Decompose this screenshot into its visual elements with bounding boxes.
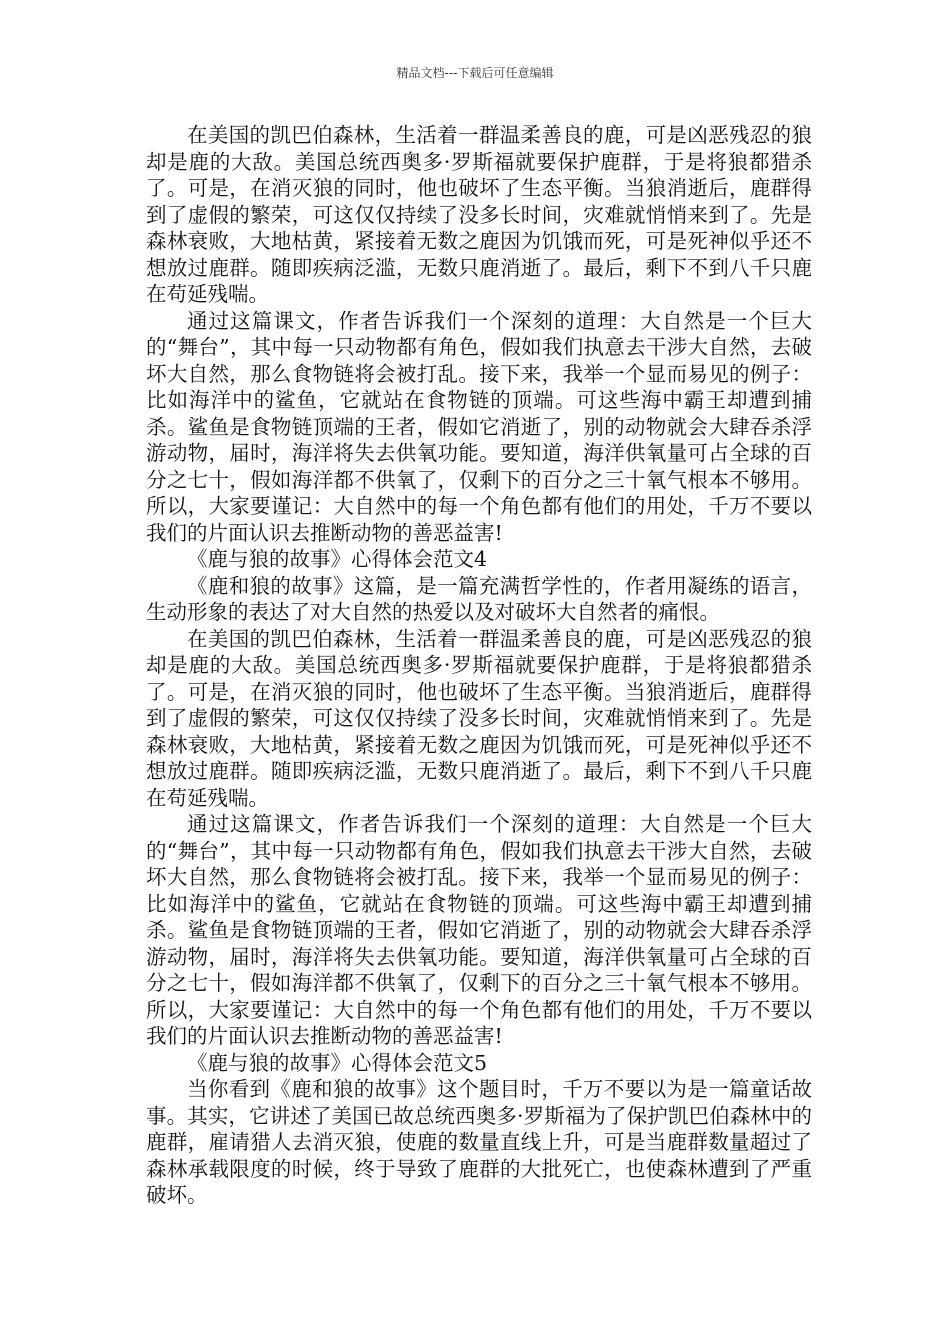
- paragraph: 在美国的凯巴伯森林，生活着一群温柔善良的鹿，可是凶恶残忍的狼却是鹿的大敌。美国总统西奥多·罗斯福就要保护鹿群，于是将狼都猎杀了。可是，在消灭狼的同时，他也破坏了生态平衡。当狼消逝后，鹿群得到了虚假的繁荣，可这仅仅持续了没多长时间，灾难就悄悄来到了。先是森林衰败，大地枯黄，紧接着无数之鹿因为饥饿而死，可是死神似乎还不想放过鹿群。随即疾病泛滥，无数只鹿消逝了。最后，剩下不到八千只鹿在苟延残喘。: [146, 626, 812, 810]
- page-header: 精品文档---下载后可任意编辑: [396, 66, 554, 80]
- section-heading: 《鹿与狼的故事》心得体会范文4: [187, 547, 488, 571]
- document-body: [146, 122, 812, 1209]
- section-heading: 《鹿与狼的故事》心得体会范文5: [187, 1050, 488, 1075]
- paragraph: 通过这篇课文，作者告诉我们一个深刻的道理：大自然是一个巨大的“舞台”，其中每一只动物都有角色，假如我们执意去干涉大自然，去破坏大自然，那么食物链将会被打乱。接下来，我举一个显而易见的例子：比如海洋中的鲨鱼，它就站在食物链的顶端。可这些海中霸王却遭到捕杀。鲨鱼是食物链顶端的王者，假如它消逝了，别的动物就会大肆吞杀浮游动物，届时，海洋将失去供氧功能。要知道，海洋供氧量可占全球的百分之七十，假如海洋都不供氧了，仅剩下的百分之三十氧气根本不够用。所以，大家要谨记：大自然中的每一个角色都有他们的用处，千万不要以我们的片面认识去推断动物的善恶益害!: [146, 308, 812, 545]
- paragraph: 通过这篇课文，作者告诉我们一个深刻的道理：大自然是一个巨大的“舞台”，其中每一只动物都有角色，假如我们执意去干涉大自然，去破坏大自然，那么食物链将会被打乱。接下来，我举一个显而易见的例子：比如海洋中的鲨鱼，它就站在食物链的顶端。可这些海中霸王却遭到捕杀。鲨鱼是食物链顶端的王者，假如它消逝了，别的动物就会大肆吞杀浮游动物，届时，海洋将失去供氧功能。要知道，海洋供氧量可占全球的百分之七十，假如海洋都不供氧了，仅剩下的百分之三十氧气根本不够用。所以，大家要谨记：大自然中的每一个角色都有他们的用处，千万不要以我们的片面认识去推断动物的善恶益害!: [146, 812, 812, 1048]
- paragraph: 当你看到《鹿和狼的故事》这个题目时，千万不要以为是一篇童话故事。其实，它讲述了美国已故总统西奥多·罗斯福为了保护凯巴伯森林中的鹿群，雇请猎人去消灭狼，使鹿的数量直线上升，可是当鹿群数量超过了森林承载限度的时候，终于导致了鹿群的大批死亡，也使森林遭到了严重破坏。: [146, 1077, 812, 1207]
- paragraph: 在美国的凯巴伯森林，生活着一群温柔善良的鹿，可是凶恶残忍的狼却是鹿的大敌。美国总统西奥多·罗斯福就要保护鹿群，于是将狼都猎杀了。可是，在消灭狼的同时，他也破坏了生态平衡。当狼消逝后，鹿群得到了虚假的繁荣，可这仅仅持续了没多长时间，灾难就悄悄来到了。先是森林衰败，大地枯黄，紧接着无数之鹿因为饥饿而死，可是死神似乎还不想放过鹿群。随即疾病泛滥，无数只鹿消逝了。最后，剩下不到八千只鹿在苟延残喘。: [146, 123, 812, 306]
- paragraph: 《鹿和狼的故事》这篇，是一篇充满哲学性的，作者用凝练的语言，生动形象的表达了对大自然的热爱以及对破坏大自然者的痛恨。: [146, 573, 812, 624]
